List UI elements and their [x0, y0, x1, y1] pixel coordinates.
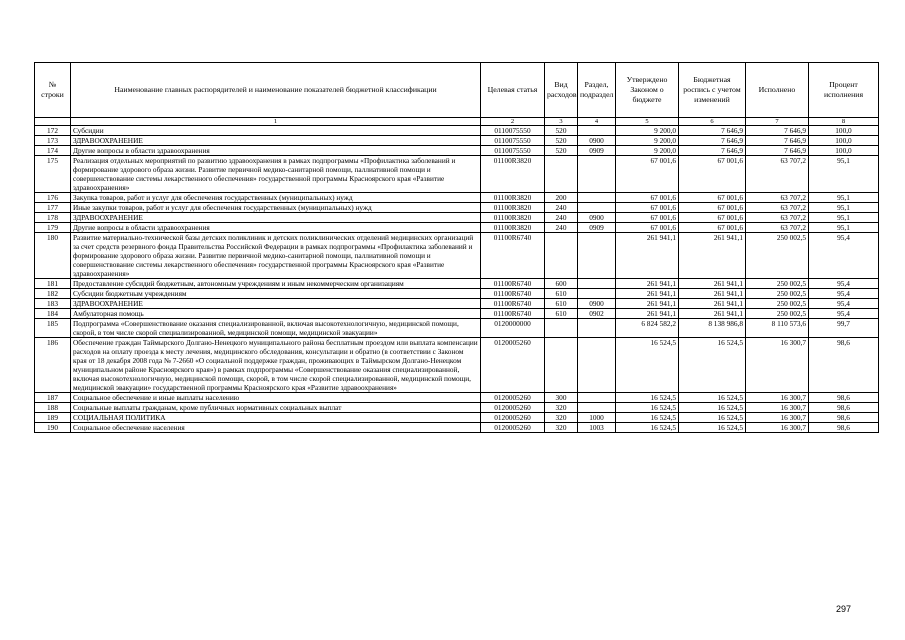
table-row — [35, 146, 879, 156]
row-section — [578, 233, 616, 279]
row-name: Социальное обеспечение и иные выплаты населению — [71, 393, 481, 403]
row-approved: 9 200,0 — [616, 136, 679, 146]
row-approved: 67 001,6 — [616, 203, 679, 213]
row-approved: 67 001,6 — [616, 193, 679, 203]
row-schedule: 7 646,9 — [679, 126, 746, 136]
table-row — [35, 403, 879, 413]
row-schedule: 7 646,9 — [679, 136, 746, 146]
row-percent: 95,1 — [809, 223, 879, 233]
row-schedule: 261 941,1 — [679, 289, 746, 299]
row-name: ЗДРАВООХРАНЕНИЕ — [71, 213, 481, 223]
row-percent: 100,0 — [809, 126, 879, 136]
row-section — [578, 156, 616, 193]
row-schedule: 261 941,1 — [679, 233, 746, 279]
row-target-article: 01100R3820 — [481, 223, 545, 233]
row-schedule: 16 524,5 — [679, 413, 746, 423]
row-schedule: 67 001,6 — [679, 156, 746, 193]
row-section: 0900 — [578, 299, 616, 309]
row-number: 188 — [35, 403, 71, 413]
table-row — [35, 233, 879, 279]
row-section — [578, 279, 616, 289]
row-approved: 16 524,5 — [616, 413, 679, 423]
row-approved: 16 524,5 — [616, 393, 679, 403]
row-executed: 16 300,7 — [746, 393, 809, 403]
column-number: 5 — [616, 118, 679, 126]
row-schedule: 67 001,6 — [679, 223, 746, 233]
column-number — [35, 118, 71, 126]
row-name: Субсидии бюджетным учреждениям — [71, 289, 481, 299]
row-expense-type: 200 — [545, 193, 578, 203]
row-schedule: 67 001,6 — [679, 203, 746, 213]
column-number: 4 — [578, 118, 616, 126]
row-name: Закупка товаров, работ и услуг для обеспечения государственных (муниципальных) нужд — [71, 193, 481, 203]
header-name: Наименование главных распорядителей и наименование показателей бюджетной классификации — [71, 63, 481, 118]
row-target-article: 01100R6740 — [481, 279, 545, 289]
row-approved: 261 941,1 — [616, 309, 679, 319]
row-name: Предоставление субсидий бюджетным, автономным учреждениям и иным некоммерческим организациям — [71, 279, 481, 289]
row-schedule: 8 138 986,8 — [679, 319, 746, 338]
row-expense-type: 240 — [545, 223, 578, 233]
table-row — [35, 279, 879, 289]
row-name: СОЦИАЛЬНАЯ ПОЛИТИКА — [71, 413, 481, 423]
row-name: ЗДРАВООХРАНЕНИЕ — [71, 299, 481, 309]
row-section: 0909 — [578, 146, 616, 156]
row-number: 181 — [35, 279, 71, 289]
row-executed: 63 707,2 — [746, 156, 809, 193]
row-number: 173 — [35, 136, 71, 146]
row-schedule: 7 646,9 — [679, 146, 746, 156]
row-number: 187 — [35, 393, 71, 403]
header-expense-type: Вид расходов — [545, 63, 578, 118]
row-approved: 261 941,1 — [616, 279, 679, 289]
column-number: 3 — [545, 118, 578, 126]
row-name: Реализация отдельных мероприятий по развитию здравоохранения в рамках подпрограммы «Профилактика заболеваний и формирование здорового образа жизни. Развитие первичной медико-санитарной помощи, паллиативной помощи и совершенствование системы лекарственного обеспечения» государственной программы Красноярского края «Развитие здравоохранения» — [71, 156, 481, 193]
row-number: 172 — [35, 126, 71, 136]
row-number: 182 — [35, 289, 71, 299]
row-number: 185 — [35, 319, 71, 338]
row-target-article: 0120005260 — [481, 423, 545, 433]
row-percent: 95,4 — [809, 279, 879, 289]
row-schedule: 261 941,1 — [679, 309, 746, 319]
table-row — [35, 223, 879, 233]
row-percent: 95,1 — [809, 203, 879, 213]
row-expense-type: 520 — [545, 146, 578, 156]
header-target: Целевая статья — [481, 63, 545, 118]
row-section — [578, 203, 616, 213]
row-target-article: 0110075550 — [481, 136, 545, 146]
row-target-article: 0120000000 — [481, 319, 545, 338]
page-number: 297 — [836, 604, 852, 614]
row-expense-type: 300 — [545, 393, 578, 403]
header-executed: Исполнено — [746, 63, 809, 118]
row-number: 190 — [35, 423, 71, 433]
row-executed: 63 707,2 — [746, 193, 809, 203]
row-name: ЗДРАВООХРАНЕНИЕ — [71, 136, 481, 146]
row-executed: 63 707,2 — [746, 223, 809, 233]
row-executed: 16 300,7 — [746, 413, 809, 423]
row-section: 0902 — [578, 309, 616, 319]
row-schedule: 67 001,6 — [679, 213, 746, 223]
row-section — [578, 393, 616, 403]
row-approved: 67 001,6 — [616, 156, 679, 193]
row-number: 189 — [35, 413, 71, 423]
row-percent: 98,6 — [809, 413, 879, 423]
row-section: 0900 — [578, 136, 616, 146]
row-target-article: 01100R6740 — [481, 289, 545, 299]
row-target-article: 0120005260 — [481, 393, 545, 403]
row-section: 1000 — [578, 413, 616, 423]
table-row — [35, 338, 879, 393]
column-number: 2 — [481, 118, 545, 126]
table-row — [35, 126, 879, 136]
column-number: 8 — [809, 118, 879, 126]
row-expense-type: 610 — [545, 299, 578, 309]
row-percent: 98,6 — [809, 403, 879, 413]
row-number: 177 — [35, 203, 71, 213]
row-expense-type — [545, 338, 578, 393]
row-percent: 95,1 — [809, 213, 879, 223]
row-approved: 16 524,5 — [616, 338, 679, 393]
row-percent: 98,6 — [809, 423, 879, 433]
row-expense-type: 610 — [545, 289, 578, 299]
row-number: 174 — [35, 146, 71, 156]
row-target-article: 0120005260 — [481, 338, 545, 393]
row-approved: 16 524,5 — [616, 403, 679, 413]
table-row — [35, 203, 879, 213]
row-number: 180 — [35, 233, 71, 279]
row-target-article: 01100R3820 — [481, 193, 545, 203]
row-number: 178 — [35, 213, 71, 223]
row-percent: 95,4 — [809, 233, 879, 279]
row-percent: 95,4 — [809, 289, 879, 299]
table-row — [35, 309, 879, 319]
table-row — [35, 299, 879, 309]
row-schedule: 16 524,5 — [679, 393, 746, 403]
row-name: Развитие материально-технической базы детских поликлиник и детских поликлинических отделений медицинских организаций за счет средств резервного фонда Правительства Российской Федерации в рамках подпрограммы «Профилактика заболеваний и формирование здорового образа жизни. Развитие первичной медико-санитарной помощи, паллиативной помощи и совершенствование системы лекарственного обеспечения» государственной программы Красноярского края «Развитие здравоохранения» — [71, 233, 481, 279]
row-expense-type: 320 — [545, 423, 578, 433]
row-executed: 63 707,2 — [746, 213, 809, 223]
row-percent: 100,0 — [809, 146, 879, 156]
row-percent: 98,6 — [809, 393, 879, 403]
header-section: Раздел, подраздел — [578, 63, 616, 118]
row-target-article: 0110075550 — [481, 146, 545, 156]
row-percent: 95,4 — [809, 299, 879, 309]
row-expense-type: 320 — [545, 403, 578, 413]
row-schedule: 261 941,1 — [679, 279, 746, 289]
column-number: 1 — [71, 118, 481, 126]
row-approved: 261 941,1 — [616, 289, 679, 299]
table-row — [35, 393, 879, 403]
row-percent: 95,1 — [809, 193, 879, 203]
row-executed: 7 646,9 — [746, 126, 809, 136]
header-row — [35, 63, 879, 118]
row-target-article: 01100R3820 — [481, 213, 545, 223]
row-number: 179 — [35, 223, 71, 233]
row-name: Социальное обеспечение населения — [71, 423, 481, 433]
row-executed: 7 646,9 — [746, 146, 809, 156]
row-section — [578, 338, 616, 393]
row-section — [578, 289, 616, 299]
table-row — [35, 289, 879, 299]
row-executed: 250 002,5 — [746, 233, 809, 279]
row-executed: 250 002,5 — [746, 309, 809, 319]
row-expense-type: 240 — [545, 203, 578, 213]
row-approved: 9 200,0 — [616, 146, 679, 156]
column-number-row — [35, 118, 879, 126]
row-target-article: 0120005260 — [481, 403, 545, 413]
row-number: 184 — [35, 309, 71, 319]
row-name: Иные закупки товаров, работ и услуг для обеспечения государственных (муниципальных) нужд — [71, 203, 481, 213]
row-target-article: 01100R6740 — [481, 233, 545, 279]
row-target-article: 0110075550 — [481, 126, 545, 136]
row-executed: 8 110 573,6 — [746, 319, 809, 338]
budget-execution-table — [34, 62, 879, 433]
row-executed: 63 707,2 — [746, 203, 809, 213]
row-schedule: 16 524,5 — [679, 338, 746, 393]
row-expense-type — [545, 156, 578, 193]
row-target-article: 01100R6740 — [481, 309, 545, 319]
table-row — [35, 156, 879, 193]
row-expense-type: 240 — [545, 213, 578, 223]
row-target-article: 0120005260 — [481, 413, 545, 423]
row-approved: 16 524,5 — [616, 423, 679, 433]
row-name: Амбулаторная помощь — [71, 309, 481, 319]
row-section — [578, 319, 616, 338]
row-approved: 67 001,6 — [616, 213, 679, 223]
column-number: 6 — [679, 118, 746, 126]
table-row — [35, 423, 879, 433]
column-number: 7 — [746, 118, 809, 126]
row-percent: 100,0 — [809, 136, 879, 146]
row-expense-type: 600 — [545, 279, 578, 289]
row-name: Обеспечение граждан Таймырского Долгано-Ненецкого муниципального района бесплатным проездом или выплата компенсации расходов на оплату проезда к месту лечения, медицинского обследования, консультации и обратно (в соответствии с Законом края от 18 декабря 2008 года № 7-2660 «О социальной поддержке граждан, проживающих в Таймырском Долгано-Ненецком муниципальном районе Красноярского края») в рамках подпрограммы «Совершенствование оказания специализированной, включая высокотехнологичную, медицинской помощи, скорой, в том числе скорой специализированной, медицинской помощи, медицинской эвакуации» государственной программы Красноярского края «Развитие здравоохранения» — [71, 338, 481, 393]
row-executed: 7 646,9 — [746, 136, 809, 146]
row-section — [578, 193, 616, 203]
row-expense-type — [545, 319, 578, 338]
row-section: 0909 — [578, 223, 616, 233]
table-row — [35, 213, 879, 223]
row-number: 176 — [35, 193, 71, 203]
row-approved: 261 941,1 — [616, 299, 679, 309]
row-expense-type: 520 — [545, 136, 578, 146]
row-section: 0900 — [578, 213, 616, 223]
row-schedule: 261 941,1 — [679, 299, 746, 309]
row-executed: 250 002,5 — [746, 289, 809, 299]
row-name: Другие вопросы в области здравоохранения — [71, 223, 481, 233]
header-row-no: № строки — [35, 63, 71, 118]
row-section — [578, 403, 616, 413]
row-number: 175 — [35, 156, 71, 193]
row-target-article: 01100R3820 — [481, 156, 545, 193]
row-name: Социальные выплаты гражданам, кроме публичных нормативных социальных выплат — [71, 403, 481, 413]
row-executed: 16 300,7 — [746, 403, 809, 413]
row-expense-type: 520 — [545, 126, 578, 136]
row-schedule: 67 001,6 — [679, 193, 746, 203]
row-executed: 16 300,7 — [746, 338, 809, 393]
row-target-article: 01100R6740 — [481, 299, 545, 309]
row-executed: 250 002,5 — [746, 279, 809, 289]
header-schedule: Бюджетная роспись с учетом изменений — [679, 63, 746, 118]
row-approved: 67 001,6 — [616, 223, 679, 233]
row-expense-type — [545, 233, 578, 279]
row-schedule: 16 524,5 — [679, 423, 746, 433]
row-expense-type: 320 — [545, 413, 578, 423]
table-row — [35, 136, 879, 146]
row-name: Подпрограмма «Совершенствование оказания специализированной, включая высокотехнологичную, медицинской помощи, скорой, в том числе скорой специализированной, медицинской помощи, медицинской эвакуации» — [71, 319, 481, 338]
table-row — [35, 413, 879, 423]
row-schedule: 16 524,5 — [679, 403, 746, 413]
row-expense-type: 610 — [545, 309, 578, 319]
row-number: 183 — [35, 299, 71, 309]
row-percent: 99,7 — [809, 319, 879, 338]
row-executed: 250 002,5 — [746, 299, 809, 309]
row-executed: 16 300,7 — [746, 423, 809, 433]
row-section — [578, 126, 616, 136]
table-row — [35, 319, 879, 338]
row-number: 186 — [35, 338, 71, 393]
row-percent: 98,6 — [809, 338, 879, 393]
row-name: Субсидии — [71, 126, 481, 136]
header-percent: Процент исполнения — [809, 63, 879, 118]
row-percent: 95,1 — [809, 156, 879, 193]
table-row — [35, 193, 879, 203]
row-section: 1003 — [578, 423, 616, 433]
row-target-article: 01100R3820 — [481, 203, 545, 213]
row-approved: 261 941,1 — [616, 233, 679, 279]
row-name: Другие вопросы в области здравоохранения — [71, 146, 481, 156]
row-approved: 9 200,0 — [616, 126, 679, 136]
row-approved: 6 824 582,2 — [616, 319, 679, 338]
row-percent: 95,4 — [809, 309, 879, 319]
header-approved: Утверждено Законом о бюджете — [616, 63, 679, 118]
